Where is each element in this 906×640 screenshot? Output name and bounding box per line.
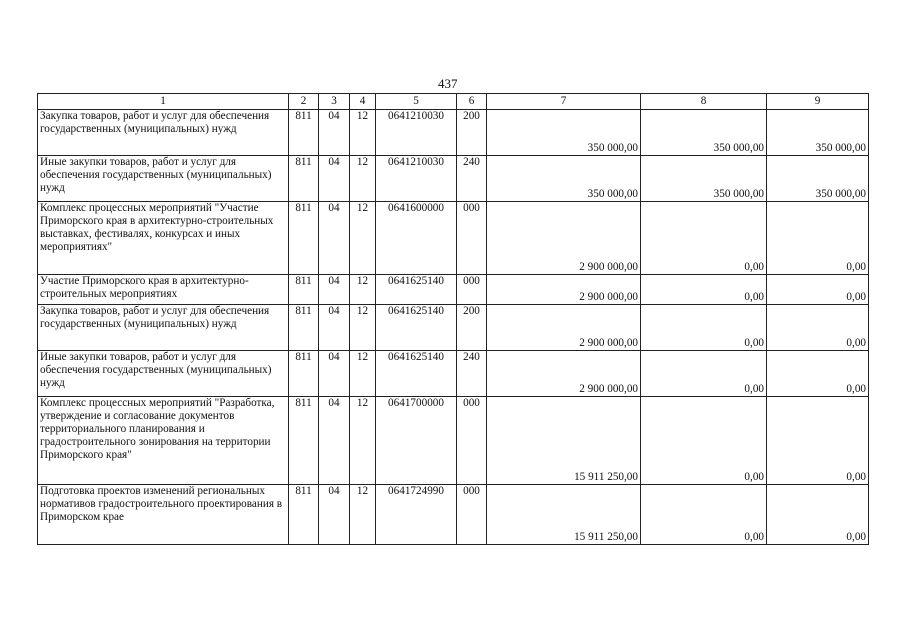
- admin-code-cell: 811: [289, 110, 319, 156]
- item-name-cell: Закупка товаров, работ и услуг для обеспечения государственных (муниципальных) нужд: [38, 110, 289, 156]
- subsection-cell: 12: [350, 485, 376, 545]
- amount-col9-cell: 350 000,00: [767, 156, 869, 202]
- target-article-cell: 0641700000: [376, 397, 457, 485]
- admin-code-cell: 811: [289, 397, 319, 485]
- section-cell: 04: [319, 485, 350, 545]
- amount-col7-cell: 350 000,00: [487, 110, 641, 156]
- amount-col9-cell: 0,00: [767, 202, 869, 275]
- admin-code-cell: 811: [289, 202, 319, 275]
- subsection-cell: 12: [350, 275, 376, 305]
- expense-type-cell: 200: [457, 305, 487, 351]
- target-article-cell: 0641210030: [376, 156, 457, 202]
- admin-code-cell: 811: [289, 275, 319, 305]
- subsection-cell: 12: [350, 202, 376, 275]
- admin-code-cell: 811: [289, 156, 319, 202]
- table-row: [38, 202, 869, 275]
- amount-col8-cell: 0,00: [641, 397, 767, 485]
- amount-col8-cell: 0,00: [641, 351, 767, 397]
- item-name-cell: Иные закупки товаров, работ и услуг для обеспечения государственных (муниципальных) нужд: [38, 156, 289, 202]
- page-number: 437: [438, 76, 458, 91]
- table-row: [38, 156, 869, 202]
- column-header-4: 4: [350, 94, 376, 110]
- admin-code-cell: 811: [289, 485, 319, 545]
- amount-col9-cell: 0,00: [767, 485, 869, 545]
- column-header-3: 3: [319, 94, 350, 110]
- section-cell: 04: [319, 275, 350, 305]
- column-header-8: 8: [641, 94, 767, 110]
- amount-col8-cell: 0,00: [641, 485, 767, 545]
- expense-type-cell: 240: [457, 156, 487, 202]
- item-name-cell: Иные закупки товаров, работ и услуг для обеспечения государственных (муниципальных) нужд: [38, 351, 289, 397]
- section-cell: 04: [319, 305, 350, 351]
- section-cell: 04: [319, 156, 350, 202]
- target-article-cell: 0641724990: [376, 485, 457, 545]
- expense-type-cell: 000: [457, 485, 487, 545]
- subsection-cell: 12: [350, 156, 376, 202]
- target-article-cell: 0641210030: [376, 110, 457, 156]
- amount-col7-cell: 2 900 000,00: [487, 275, 641, 305]
- expense-type-cell: 000: [457, 202, 487, 275]
- amount-col8-cell: 350 000,00: [641, 110, 767, 156]
- budget-table: [37, 93, 869, 545]
- table-row: [38, 305, 869, 351]
- table-row: [38, 485, 869, 545]
- amount-col7-cell: 2 900 000,00: [487, 202, 641, 275]
- table-body: [38, 110, 869, 545]
- amount-col7-cell: 15 911 250,00: [487, 485, 641, 545]
- item-name-cell: Комплекс процессных мероприятий "Участие Приморского края в архитектурно-строительных выставках, фестивалях, конкурсах и иных мероприятиях": [38, 202, 289, 275]
- header-row: [38, 94, 869, 110]
- table-row: [38, 275, 869, 305]
- column-header-7: 7: [487, 94, 641, 110]
- table-row: [38, 397, 869, 485]
- column-header-1: 1: [38, 94, 289, 110]
- column-header-2: 2: [289, 94, 319, 110]
- admin-code-cell: 811: [289, 305, 319, 351]
- expense-type-cell: 000: [457, 275, 487, 305]
- subsection-cell: 12: [350, 351, 376, 397]
- expense-type-cell: 240: [457, 351, 487, 397]
- amount-col7-cell: 350 000,00: [487, 156, 641, 202]
- item-name-cell: Комплекс процессных мероприятий "Разработка, утверждение и согласование документов территориального планирования и градостроительного зонирования на территории Приморского края": [38, 397, 289, 485]
- amount-col9-cell: 0,00: [767, 305, 869, 351]
- amount-col8-cell: 350 000,00: [641, 156, 767, 202]
- subsection-cell: 12: [350, 397, 376, 485]
- expense-type-cell: 200: [457, 110, 487, 156]
- column-header-9: 9: [767, 94, 869, 110]
- table-row: [38, 110, 869, 156]
- section-cell: 04: [319, 397, 350, 485]
- subsection-cell: 12: [350, 110, 376, 156]
- section-cell: 04: [319, 110, 350, 156]
- table-row: [38, 351, 869, 397]
- item-name-cell: Закупка товаров, работ и услуг для обеспечения государственных (муниципальных) нужд: [38, 305, 289, 351]
- amount-col8-cell: 0,00: [641, 305, 767, 351]
- column-header-5: 5: [376, 94, 457, 110]
- item-name-cell: Участие Приморского края в архитектурно-строительных мероприятиях: [38, 275, 289, 305]
- amount-col9-cell: 0,00: [767, 351, 869, 397]
- expense-type-cell: 000: [457, 397, 487, 485]
- amount-col9-cell: 0,00: [767, 275, 869, 305]
- amount-col7-cell: 15 911 250,00: [487, 397, 641, 485]
- amount-col9-cell: 0,00: [767, 397, 869, 485]
- amount-col9-cell: 350 000,00: [767, 110, 869, 156]
- amount-col7-cell: 2 900 000,00: [487, 305, 641, 351]
- section-cell: 04: [319, 351, 350, 397]
- section-cell: 04: [319, 202, 350, 275]
- target-article-cell: 0641625140: [376, 275, 457, 305]
- column-header-6: 6: [457, 94, 487, 110]
- amount-col7-cell: 2 900 000,00: [487, 351, 641, 397]
- target-article-cell: 0641625140: [376, 305, 457, 351]
- item-name-cell: Подготовка проектов изменений региональных нормативов градостроительного проектирования в Приморском крае: [38, 485, 289, 545]
- table-header: [38, 94, 869, 110]
- target-article-cell: 0641600000: [376, 202, 457, 275]
- admin-code-cell: 811: [289, 351, 319, 397]
- amount-col8-cell: 0,00: [641, 202, 767, 275]
- amount-col8-cell: 0,00: [641, 275, 767, 305]
- subsection-cell: 12: [350, 305, 376, 351]
- target-article-cell: 0641625140: [376, 351, 457, 397]
